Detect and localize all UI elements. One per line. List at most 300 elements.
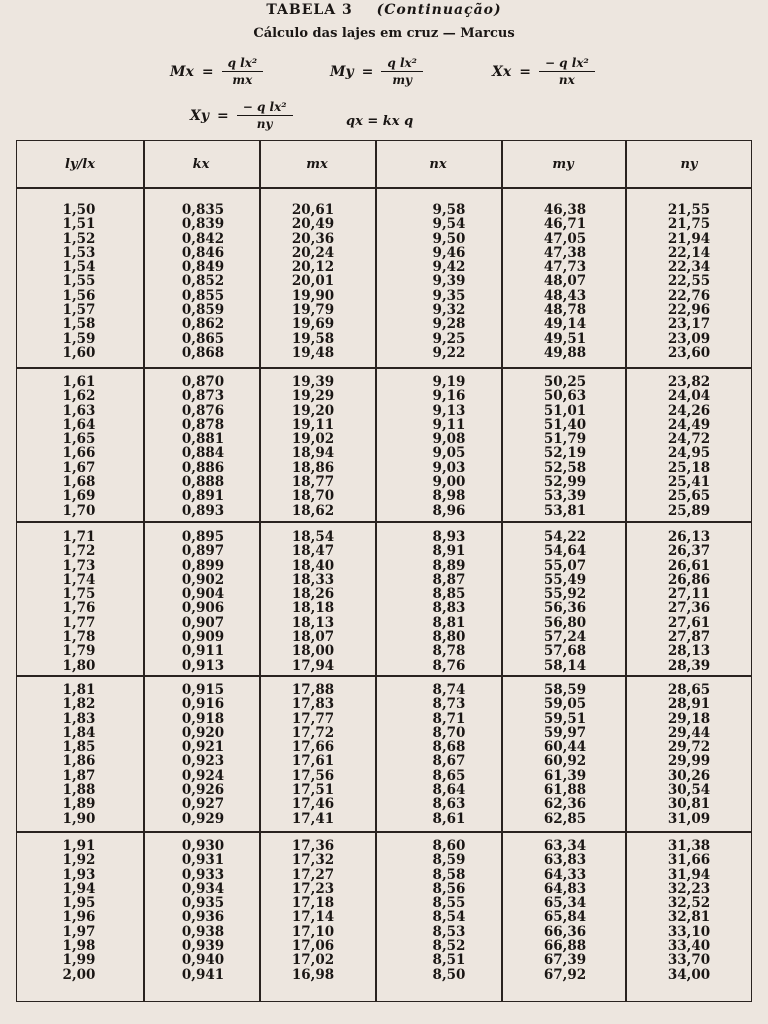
table-cell: 21,94	[667, 230, 711, 247]
table-cell: 0,881	[181, 431, 225, 448]
table-cell: 0,923	[181, 753, 225, 770]
table-cell: 1,51	[62, 216, 96, 233]
ratio-column	[39, 203, 119, 360]
table-cell: 48,07	[543, 273, 587, 290]
ny-column	[649, 530, 729, 673]
table-cell: 8,50	[432, 966, 466, 983]
table-cell: 8,70	[432, 724, 466, 741]
table-cell: 8,52	[432, 938, 466, 955]
table-cell: 50,63	[543, 388, 587, 405]
table-cell: 9,13	[432, 402, 466, 419]
table-cell: 1,58	[62, 316, 96, 333]
group-divider	[17, 367, 751, 369]
table-cell: 8,96	[432, 502, 466, 519]
table-cell: 65,84	[543, 909, 587, 926]
formula-xy-denominator: ny	[256, 117, 273, 131]
table-cell: 49,88	[543, 344, 587, 361]
header-divider	[17, 187, 751, 189]
table-cell: 51,79	[543, 431, 587, 448]
table-cell: 1,65	[62, 431, 96, 448]
table-cell: 1,62	[62, 388, 96, 405]
table-cell: 18,18	[291, 600, 335, 617]
table-cell: 0,904	[181, 586, 225, 603]
ny-column	[649, 839, 729, 982]
ratio-column	[39, 839, 119, 982]
table-cell: 58,14	[543, 657, 587, 674]
table-cell: 1,80	[62, 657, 96, 674]
table-cell: 64,83	[543, 880, 587, 897]
table-cell: 49,14	[543, 316, 587, 333]
table-cell: 0,939	[181, 938, 225, 955]
table-cell: 1,85	[62, 739, 96, 756]
table-cell: 28,13	[667, 643, 711, 660]
table-cell: 1,61	[62, 374, 96, 390]
table-cell: 9,22	[432, 344, 466, 361]
table-cell: 59,05	[543, 696, 587, 713]
table-cell: 31,94	[667, 866, 711, 883]
formula-xy	[190, 100, 293, 131]
table-cell: 63,34	[543, 838, 587, 854]
table-cell: 57,68	[543, 643, 587, 660]
table-cell: 17,72	[291, 724, 335, 741]
table-cell: 32,23	[667, 880, 711, 897]
table-cell: 52,58	[543, 459, 587, 476]
column-header-nx: nx	[429, 156, 447, 172]
table-cell: 1,76	[62, 600, 96, 617]
table-cell: 58,59	[543, 682, 587, 698]
table-cell: 9,39	[432, 273, 466, 290]
table-cell: 0,849	[181, 259, 225, 276]
column-divider	[625, 141, 627, 1001]
table-cell: 17,46	[291, 796, 335, 813]
nx-column	[409, 683, 489, 826]
table-cell: 0,930	[181, 838, 225, 854]
ny-column	[649, 683, 729, 826]
table-cell: 29,44	[667, 724, 711, 741]
table-cell: 22,55	[667, 273, 711, 290]
table-cell: 1,69	[62, 488, 96, 505]
table-cell: 61,39	[543, 767, 587, 784]
table-cell: 27,61	[667, 614, 711, 631]
table-cell: 0,899	[181, 557, 225, 574]
table-cell: 0,855	[181, 287, 225, 304]
table-cell: 27,87	[667, 629, 711, 646]
nx-column	[409, 203, 489, 360]
table-cell: 29,72	[667, 739, 711, 756]
table-cell: 17,36	[291, 838, 335, 854]
nx-column	[409, 530, 489, 673]
table-cell: 1,68	[62, 474, 96, 491]
table-cell: 9,16	[432, 388, 466, 405]
table-cell: 34,00	[667, 966, 711, 983]
table-cell: 54,64	[543, 543, 587, 560]
formula-my-numerator: q lx²	[381, 56, 423, 72]
table-cell: 1,83	[62, 710, 96, 727]
table-cell: 8,59	[432, 852, 466, 869]
table-cell: 25,89	[667, 502, 711, 519]
table-cell: 46,38	[543, 202, 587, 218]
table-cell: 0,888	[181, 474, 225, 491]
table-cell: 8,54	[432, 909, 466, 926]
table-cell: 1,54	[62, 259, 96, 276]
table-cell: 25,65	[667, 488, 711, 505]
table-cell: 23,17	[667, 316, 711, 333]
table-cell: 17,56	[291, 767, 335, 784]
table-cell: 66,36	[543, 923, 587, 940]
formula-xx-lhs: Xx	[492, 63, 512, 80]
page-header	[0, 0, 768, 140]
table-cell: 0,934	[181, 880, 225, 897]
table-cell: 17,88	[291, 682, 335, 698]
table-cell: 1,90	[62, 810, 96, 827]
ratio-column	[39, 375, 119, 518]
formula-xy-numerator: − q lx²	[237, 100, 293, 116]
table-cell: 0,893	[181, 502, 225, 519]
table-cell: 47,05	[543, 230, 587, 247]
table-cell: 19,48	[291, 344, 335, 361]
table-cell: 28,65	[667, 682, 711, 698]
table-cell: 8,83	[432, 600, 466, 617]
table-cell: 0,931	[181, 852, 225, 869]
table-cell: 1,55	[62, 273, 96, 290]
column-divider	[375, 141, 377, 1001]
table-cell: 8,51	[432, 952, 466, 969]
table-cell: 17,14	[291, 909, 335, 926]
table-cell: 17,41	[291, 810, 335, 827]
table-cell: 18,33	[291, 571, 335, 588]
table-cell: 18,47	[291, 543, 335, 560]
table-cell: 23,82	[667, 374, 711, 390]
table-cell: 8,93	[432, 529, 466, 545]
table-cell: 18,70	[291, 488, 335, 505]
group-divider	[17, 675, 751, 677]
table-cell: 1,74	[62, 571, 96, 588]
table-cell: 17,27	[291, 866, 335, 883]
my-column	[525, 530, 605, 673]
table-cell: 17,77	[291, 710, 335, 727]
table-cell: 21,55	[667, 202, 711, 218]
table-cell: 0,927	[181, 796, 225, 813]
table-cell: 17,18	[291, 895, 335, 912]
table-cell: 9,46	[432, 244, 466, 261]
table-cell: 62,85	[543, 810, 587, 827]
table-cell: 8,80	[432, 629, 466, 646]
table-cell: 1,92	[62, 852, 96, 869]
table-cell: 53,81	[543, 502, 587, 519]
table-cell: 19,69	[291, 316, 335, 333]
formula-qx: qx = kx q	[346, 114, 414, 129]
table-cell: 31,38	[667, 838, 711, 854]
table-cell: 0,902	[181, 571, 225, 588]
table-cell: 0,940	[181, 952, 225, 969]
table-cell: 9,32	[432, 302, 466, 319]
table-cell: 18,54	[291, 529, 335, 545]
table-cell: 8,87	[432, 571, 466, 588]
table-cell: 20,49	[291, 216, 335, 233]
ny-column	[649, 203, 729, 360]
table-cell: 0,884	[181, 445, 225, 462]
table-cell: 31,09	[667, 810, 711, 827]
table-cell: 48,43	[543, 287, 587, 304]
ratio-column	[39, 683, 119, 826]
table-cell: 0,926	[181, 782, 225, 799]
formula-xx-numerator: − q lx²	[539, 56, 595, 72]
table-cell: 29,18	[667, 710, 711, 727]
table-cell: 1,81	[62, 682, 96, 698]
table-cell: 0,878	[181, 416, 225, 433]
table-cell: 20,24	[291, 244, 335, 261]
table-cell: 8,56	[432, 880, 466, 897]
table-cell: 19,02	[291, 431, 335, 448]
column-divider	[143, 141, 145, 1001]
table-cell: 17,32	[291, 852, 335, 869]
table-cell: 57,24	[543, 629, 587, 646]
my-column	[525, 375, 605, 518]
table-cell: 23,60	[667, 344, 711, 361]
table-cell: 1,57	[62, 302, 96, 319]
table-cell: 0,835	[181, 202, 225, 218]
mx-column	[273, 839, 353, 982]
table-cell: 0,895	[181, 529, 225, 545]
table-cell: 8,68	[432, 739, 466, 756]
table-cell: 26,86	[667, 571, 711, 588]
table-cell: 9,11	[432, 416, 466, 433]
table-cell: 1,86	[62, 753, 96, 770]
table-cell: 28,39	[667, 657, 711, 674]
table-cell: 47,73	[543, 259, 587, 276]
table-cell: 26,37	[667, 543, 711, 560]
table-cell: 66,88	[543, 938, 587, 955]
table-cell: 24,04	[667, 388, 711, 405]
table-cell: 20,01	[291, 273, 335, 290]
table-cell: 17,83	[291, 696, 335, 713]
table-cell: 0,936	[181, 909, 225, 926]
formula-xx	[492, 56, 595, 87]
table-cell: 1,93	[62, 866, 96, 883]
table-cell: 18,26	[291, 586, 335, 603]
table-cell: 53,39	[543, 488, 587, 505]
table-cell: 56,80	[543, 614, 587, 631]
table-cell: 20,61	[291, 202, 335, 218]
table-cell: 19,39	[291, 374, 335, 390]
table-cell: 0,907	[181, 614, 225, 631]
formula-mx-lhs: Mx	[170, 63, 194, 80]
table-cell: 17,23	[291, 880, 335, 897]
group-divider	[17, 831, 751, 833]
nx-column	[409, 839, 489, 982]
table-cell: 52,19	[543, 445, 587, 462]
table-cell: 0,842	[181, 230, 225, 247]
table-cell: 30,54	[667, 782, 711, 799]
table-cell: 31,66	[667, 852, 711, 869]
table-cell: 54,22	[543, 529, 587, 545]
table-cell: 47,38	[543, 244, 587, 261]
table-cell: 0,862	[181, 316, 225, 333]
table-cell: 8,81	[432, 614, 466, 631]
title-text: TABELA 3	[266, 2, 353, 18]
table-cell: 1,82	[62, 696, 96, 713]
table-cell: 22,14	[667, 244, 711, 261]
table-cell: 9,58	[432, 202, 466, 218]
table-cell: 19,79	[291, 302, 335, 319]
table-cell: 8,64	[432, 782, 466, 799]
table-cell: 1,98	[62, 938, 96, 955]
table-cell: 0,865	[181, 330, 225, 347]
table-cell: 0,859	[181, 302, 225, 319]
table-cell: 1,73	[62, 557, 96, 574]
equals-sign: =	[361, 63, 374, 80]
table-cell: 23,09	[667, 330, 711, 347]
table-cell: 0,868	[181, 344, 225, 361]
formula-my-lhs: My	[330, 63, 354, 80]
table-cell: 9,00	[432, 474, 466, 491]
table-cell: 0,911	[181, 643, 225, 660]
table-cell: 0,852	[181, 273, 225, 290]
table-cell: 1,50	[62, 202, 96, 218]
formula-my	[330, 56, 423, 87]
table-cell: 9,54	[432, 216, 466, 233]
table-cell: 18,13	[291, 614, 335, 631]
table-cell: 8,63	[432, 796, 466, 813]
table-cell: 19,58	[291, 330, 335, 347]
table-cell: 56,36	[543, 600, 587, 617]
table-cell: 8,76	[432, 657, 466, 674]
table-cell: 18,00	[291, 643, 335, 660]
table-cell: 0,870	[181, 374, 225, 390]
table-cell: 65,34	[543, 895, 587, 912]
table-cell: 50,25	[543, 374, 587, 390]
table-cell: 52,99	[543, 474, 587, 491]
table-cell: 8,58	[432, 866, 466, 883]
table-cell: 25,41	[667, 474, 711, 491]
table-cell: 1,52	[62, 230, 96, 247]
table-cell: 8,73	[432, 696, 466, 713]
table-cell: 17,51	[291, 782, 335, 799]
table-cell: 33,40	[667, 938, 711, 955]
mx-column	[273, 203, 353, 360]
table-cell: 60,92	[543, 753, 587, 770]
column-header-ratio: ly/lx	[65, 156, 95, 172]
table-cell: 29,99	[667, 753, 711, 770]
ny-column	[649, 375, 729, 518]
table-cell: 18,40	[291, 557, 335, 574]
table-cell: 19,29	[291, 388, 335, 405]
column-header-mx: mx	[306, 156, 328, 172]
table-cell: 2,00	[62, 966, 96, 983]
table-cell: 24,26	[667, 402, 711, 419]
table-cell: 8,61	[432, 810, 466, 827]
table-cell: 64,33	[543, 866, 587, 883]
formula-mx-numerator: q lx²	[222, 56, 264, 72]
column-divider	[259, 141, 261, 1001]
kx-column	[163, 375, 243, 518]
table-cell: 0,935	[181, 895, 225, 912]
table-cell: 51,01	[543, 402, 587, 419]
kx-column	[163, 203, 243, 360]
table-cell: 0,897	[181, 543, 225, 560]
table-cell: 1,95	[62, 895, 96, 912]
table-cell: 1,70	[62, 502, 96, 519]
table-cell: 18,94	[291, 445, 335, 462]
table-cell: 0,913	[181, 657, 225, 674]
table-cell: 8,74	[432, 682, 466, 698]
table-cell: 0,876	[181, 402, 225, 419]
my-column	[525, 683, 605, 826]
table-cell: 1,56	[62, 287, 96, 304]
table-cell: 19,20	[291, 402, 335, 419]
my-column	[525, 839, 605, 982]
kx-column	[163, 683, 243, 826]
table-cell: 0,921	[181, 739, 225, 756]
formula-mx-denominator: mx	[232, 73, 253, 87]
table-cell: 17,94	[291, 657, 335, 674]
table-cell: 24,49	[667, 416, 711, 433]
table-cell: 1,53	[62, 244, 96, 261]
table-cell: 1,72	[62, 543, 96, 560]
formula-mx	[170, 56, 263, 87]
table-cell: 32,52	[667, 895, 711, 912]
table-cell: 46,71	[543, 216, 587, 233]
table-cell: 8,67	[432, 753, 466, 770]
table-cell: 9,50	[432, 230, 466, 247]
table-cell: 9,42	[432, 259, 466, 276]
table-cell: 8,53	[432, 923, 466, 940]
table-cell: 55,49	[543, 571, 587, 588]
table-cell: 0,920	[181, 724, 225, 741]
table-cell: 51,40	[543, 416, 587, 433]
formula-xx-denominator: nx	[558, 73, 575, 87]
table-cell: 55,07	[543, 557, 587, 574]
table-cell: 1,63	[62, 402, 96, 419]
table-cell: 59,97	[543, 724, 587, 741]
table-cell: 8,60	[432, 838, 466, 854]
table-cell: 22,34	[667, 259, 711, 276]
table-cell: 1,67	[62, 459, 96, 476]
table-cell: 8,78	[432, 643, 466, 660]
table-cell: 17,06	[291, 938, 335, 955]
my-column	[525, 203, 605, 360]
table-cell: 0,839	[181, 216, 225, 233]
table-cell: 1,75	[62, 586, 96, 603]
table-cell: 1,96	[62, 909, 96, 926]
table-cell: 1,87	[62, 767, 96, 784]
table-cell: 16,98	[291, 966, 335, 983]
table-cell: 21,75	[667, 216, 711, 233]
mx-column	[273, 375, 353, 518]
nx-column	[409, 375, 489, 518]
table-cell: 0,891	[181, 488, 225, 505]
equals-sign: =	[519, 63, 531, 80]
table-cell: 8,65	[432, 767, 466, 784]
table-cell: 0,941	[181, 966, 225, 983]
table-cell: 1,89	[62, 796, 96, 813]
table-cell: 1,64	[62, 416, 96, 433]
table-cell: 19,11	[291, 416, 335, 433]
table-cell: 8,71	[432, 710, 466, 727]
table-cell: 63,83	[543, 852, 587, 869]
table-cell: 8,89	[432, 557, 466, 574]
table-cell: 0,918	[181, 710, 225, 727]
table-cell: 26,13	[667, 529, 711, 545]
table-cell: 1,77	[62, 614, 96, 631]
table-cell: 0,915	[181, 682, 225, 698]
table-cell: 59,51	[543, 710, 587, 727]
ratio-column	[39, 530, 119, 673]
table-cell: 17,61	[291, 753, 335, 770]
table-cell: 24,72	[667, 431, 711, 448]
table-cell: 55,92	[543, 586, 587, 603]
table-cell: 0,933	[181, 866, 225, 883]
